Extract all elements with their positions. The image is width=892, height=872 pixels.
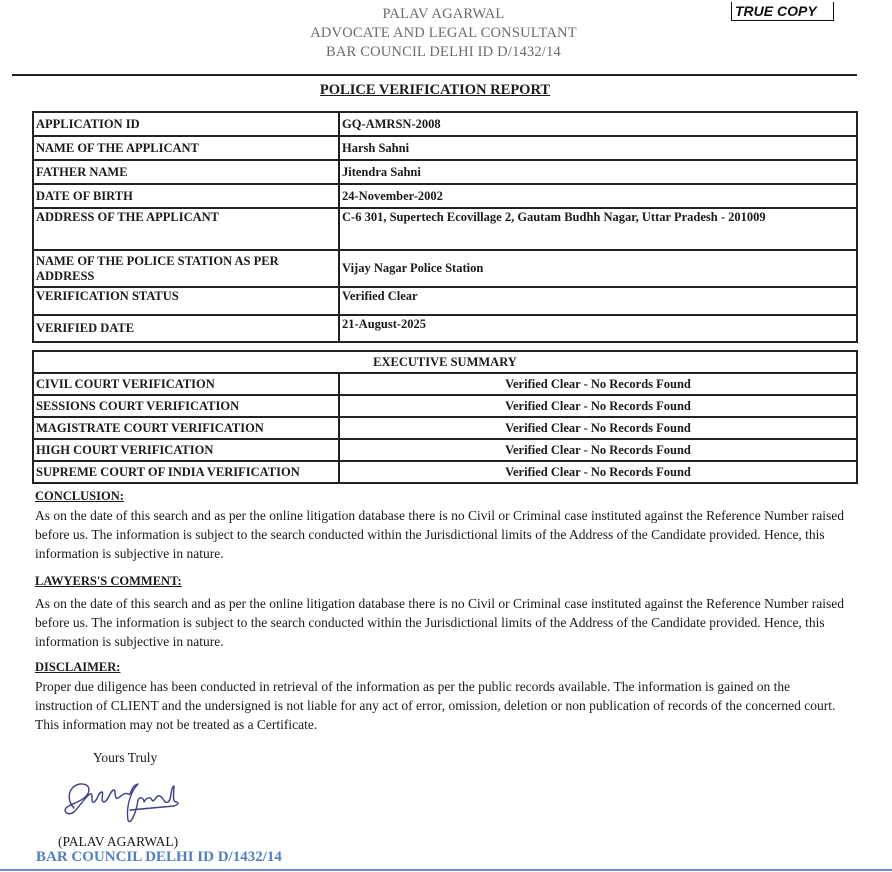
executive-summary-heading: EXECUTIVE SUMMARY xyxy=(33,351,857,373)
table-header-row xyxy=(33,351,857,373)
detail-label: NAME OF THE APPLICANT xyxy=(33,136,339,160)
detail-value: C-6 301, Supertech Ecovillage 2, Gautam Budhh Nagar, Uttar Pradesh - 201009 xyxy=(339,208,857,250)
table-row xyxy=(33,160,857,184)
detail-label: ADDRESS OF THE APPLICANT xyxy=(33,208,339,250)
footer-divider xyxy=(0,869,892,871)
detail-value: Harsh Sahni xyxy=(339,136,857,160)
advocate-name: PALAV AGARWAL xyxy=(382,6,505,22)
disclaimer-heading: DISCLAIMER: xyxy=(35,660,121,674)
court-status: Verified Clear - No Records Found xyxy=(339,417,857,439)
true-copy-stamp: TRUE COPY xyxy=(731,2,834,21)
advocate-title: ADVOCATE AND LEGAL CONSULTANT xyxy=(310,25,577,41)
detail-value: Jitendra Sahni xyxy=(339,160,857,184)
detail-value: Vijay Nagar Police Station xyxy=(339,250,857,287)
disclaimer-text: Proper due diligence has been conducted in retrieval of the information as per the public records available. The information is gained on the instruction of CLIENT and the undersigned is not liable for any act of error, omission, deletion or non publication of records of the concerned court. This information may not be treated as a Certificate. xyxy=(35,679,836,732)
conclusion-text: As on the date of this search and as per the online litigation database there is no Civil or Criminal case instituted against the Reference Number raised before us. The information is subject to the search conducted within the Jurisdictional limits of the Address of the Candidate provided. Hence, this information is subjective in nature. xyxy=(35,508,845,561)
detail-value: 24-November-2002 xyxy=(339,184,857,208)
table-row xyxy=(33,417,857,439)
signatory-bar-id: BAR COUNCIL DELHI ID D/1432/14 xyxy=(36,849,282,865)
detail-label: DATE OF BIRTH xyxy=(33,184,339,208)
header-divider xyxy=(12,74,857,76)
detail-label: NAME OF THE POLICE STATION AS PER ADDRESS xyxy=(33,250,339,287)
table-row xyxy=(33,287,857,315)
table-row xyxy=(33,461,857,483)
court-label: MAGISTRATE COURT VERIFICATION xyxy=(33,417,339,439)
bar-council-id: BAR COUNCIL DELHI ID D/1432/14 xyxy=(325,44,562,60)
detail-label: VERIFIED DATE xyxy=(33,315,339,342)
court-label: SUPREME COURT OF INDIA VERIFICATION xyxy=(33,461,339,483)
court-status: Verified Clear - No Records Found xyxy=(339,373,857,395)
table-row xyxy=(33,208,857,250)
detail-label: FATHER NAME xyxy=(33,160,339,184)
executive-summary-table xyxy=(32,350,858,484)
lawyers-comment-heading: LAWYERS'S COMMENT: xyxy=(35,574,182,588)
table-row xyxy=(33,395,857,417)
detail-label: APPLICATION ID xyxy=(33,112,339,136)
court-status: Verified Clear - No Records Found xyxy=(339,395,857,417)
detail-value: GQ-AMRSN-2008 xyxy=(339,112,857,136)
applicant-details-table xyxy=(32,111,858,343)
signatory-name: (PALAV AGARWAL) xyxy=(58,834,179,849)
signature-image xyxy=(60,778,185,833)
table-row xyxy=(33,439,857,461)
court-label: CIVIL COURT VERIFICATION xyxy=(33,373,339,395)
court-status: Verified Clear - No Records Found xyxy=(339,439,857,461)
table-row xyxy=(33,136,857,160)
table-row xyxy=(33,315,857,342)
court-label: HIGH COURT VERIFICATION xyxy=(33,439,339,461)
detail-value: Verified Clear xyxy=(339,287,857,315)
conclusion-heading: CONCLUSION: xyxy=(35,489,124,503)
court-status: Verified Clear - No Records Found xyxy=(339,461,857,483)
table-row xyxy=(33,250,857,287)
lawyers-comment-text: As on the date of this search and as per the online litigation database there is no Civil or Criminal case instituted against the Reference Number raised before us. The information is subject to the search conducted within the Jurisdictional limits of the Address of the Candidate provided. Hence, this information is subjective in nature. xyxy=(35,596,845,649)
detail-value: 21-August-2025 xyxy=(339,315,857,342)
detail-label: VERIFICATION STATUS xyxy=(33,287,339,315)
table-row xyxy=(33,184,857,208)
report-title: POLICE VERIFICATION REPORT xyxy=(319,82,551,98)
closing-salutation: Yours Truly xyxy=(93,750,158,765)
table-row xyxy=(33,112,857,136)
court-label: SESSIONS COURT VERIFICATION xyxy=(33,395,339,417)
table-row xyxy=(33,373,857,395)
